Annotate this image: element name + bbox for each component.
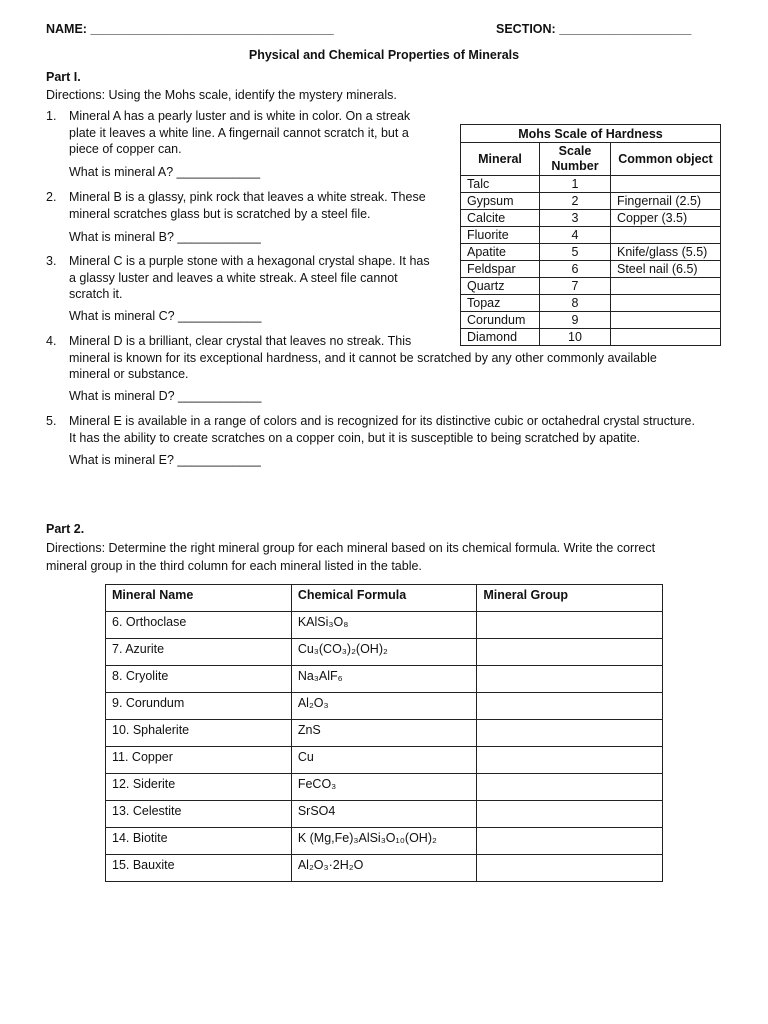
question-text (69, 108, 410, 158)
table-row (106, 666, 663, 693)
directions-line: Directions: Determine the right mineral group for each mineral based on its chemical formula. Write the correct (46, 541, 656, 555)
question-text (69, 189, 426, 222)
question-line: scratch it. (69, 287, 123, 301)
table-row (461, 176, 721, 193)
chemical-formula: Cu₃(CO₃)₂(OH)₂ (291, 639, 476, 666)
mohs-mineral: Quartz (461, 278, 540, 295)
mohs-number: 2 (540, 193, 611, 210)
mohs-object: Knife/glass (5.5) (611, 244, 721, 261)
question-number: 3. (46, 254, 57, 268)
mohs-object (611, 312, 721, 329)
mohs-header-mineral: Mineral (461, 143, 540, 176)
chemical-formula: ZnS (291, 720, 476, 747)
chemical-formula: Al₂O₃ (291, 693, 476, 720)
table-row (106, 720, 663, 747)
mineral-group-answer[interactable] (477, 720, 663, 747)
mohs-number: 5 (540, 244, 611, 261)
chemical-formula: FeCO₃ (291, 774, 476, 801)
chemical-formula: SrSO4 (291, 801, 476, 828)
mohs-header-object: Common object (611, 143, 721, 176)
table-row (461, 329, 721, 346)
mineral-name: 12. Siderite (106, 774, 292, 801)
mohs-object (611, 295, 721, 312)
mohs-table (460, 124, 721, 346)
answer-d[interactable]: What is mineral D? ____________ (69, 389, 262, 403)
question-number: 2. (46, 190, 57, 204)
mohs-number: 10 (540, 329, 611, 346)
question-line: It has the ability to create scratches on a copper coin, but it is susceptible to being scratched by apatite. (69, 430, 641, 445)
header-mineral-group: Mineral Group (477, 585, 663, 612)
mineral-group-answer[interactable] (477, 774, 663, 801)
section-field[interactable]: SECTION: ___________________ (496, 22, 692, 36)
mohs-mineral: Fluorite (461, 227, 540, 244)
mohs-mineral: Gypsum (461, 193, 540, 210)
mohs-mineral: Talc (461, 176, 540, 193)
part1-heading: Part I. (46, 70, 81, 84)
table-row (461, 193, 721, 210)
chemical-formula: KAlSi₃O₈ (291, 612, 476, 639)
table-row (461, 278, 721, 295)
mohs-number: 4 (540, 227, 611, 244)
mohs-mineral: Topaz (461, 295, 540, 312)
answer-c[interactable]: What is mineral C? ____________ (69, 309, 262, 323)
mohs-number: 6 (540, 261, 611, 278)
question-line: piece of copper can. (69, 142, 182, 156)
mohs-object (611, 176, 721, 193)
question-line: Mineral C is a purple stone with a hexagonal crystal shape. It has (69, 254, 430, 268)
mohs-header-scale: Scale Number (540, 143, 611, 176)
mineral-group-answer[interactable] (477, 639, 663, 666)
mineral-name: 11. Copper (106, 747, 292, 774)
chemical-formula: Na₃AlF₆ (291, 666, 476, 693)
mohs-object: Copper (3.5) (611, 210, 721, 227)
mineral-name: 9. Corundum (106, 693, 292, 720)
mohs-mineral: Corundum (461, 312, 540, 329)
mineral-group-answer[interactable] (477, 612, 663, 639)
table-row (106, 639, 663, 666)
mohs-mineral: Calcite (461, 210, 540, 227)
question-line: a glassy luster and leaves a white streak. A steel file cannot (69, 270, 398, 285)
mohs-number: 7 (540, 278, 611, 295)
mineral-name: 6. Orthoclase (106, 612, 292, 639)
question-line: mineral is known for its exceptional hardness, and it cannot be scratched by any other commonly available (69, 350, 657, 365)
chemical-formula: Al₂O₃·2H₂O (291, 855, 476, 882)
header-mineral-name: Mineral Name (106, 585, 292, 612)
mohs-number: 1 (540, 176, 611, 193)
table-row (106, 693, 663, 720)
page-title: Physical and Chemical Properties of Minerals (248, 48, 520, 62)
mohs-object: Steel nail (6.5) (611, 261, 721, 278)
mohs-number: 8 (540, 295, 611, 312)
question-text (69, 253, 430, 303)
question-text (69, 413, 695, 446)
table-row (106, 855, 663, 882)
mohs-mineral: Apatite (461, 244, 540, 261)
mohs-caption: Mohs Scale of Hardness (461, 125, 721, 143)
question-line: mineral or substance. (69, 367, 189, 381)
mohs-number: 3 (540, 210, 611, 227)
mineral-group-answer[interactable] (477, 693, 663, 720)
part2-directions (46, 540, 746, 574)
mineral-group-table (105, 584, 663, 882)
mohs-number: 9 (540, 312, 611, 329)
mineral-group-answer[interactable] (477, 747, 663, 774)
table-row (106, 774, 663, 801)
question-line: Mineral D is a brilliant, clear crystal that leaves no streak. This (69, 334, 412, 348)
table-row (106, 828, 663, 855)
mineral-group-answer[interactable] (477, 855, 663, 882)
chemical-formula: Cu (291, 747, 476, 774)
question-line: Mineral E is available in a range of colors and is recognized for its distinctive cubic or octahedral crystal structure. (69, 414, 695, 428)
mineral-name: 15. Bauxite (106, 855, 292, 882)
table-row (461, 295, 721, 312)
mohs-object: Fingernail (2.5) (611, 193, 721, 210)
question-line: plate it leaves a white line. A fingernail cannot scratch it, but a (69, 125, 409, 140)
mineral-name: 10. Sphalerite (106, 720, 292, 747)
question-number: 4. (46, 334, 57, 348)
mineral-name: 7. Azurite (106, 639, 292, 666)
question-line: mineral scratches glass but is scratched by a steel file. (69, 206, 371, 221)
table-row (106, 801, 663, 828)
question-line: Mineral A has a pearly luster and is white in color. On a streak (69, 109, 411, 123)
mineral-name: 13. Celestite (106, 801, 292, 828)
header-chemical-formula: Chemical Formula (291, 585, 476, 612)
mineral-group-answer[interactable] (477, 801, 663, 828)
mohs-mineral: Diamond (461, 329, 540, 346)
answer-b[interactable]: What is mineral B? ____________ (69, 230, 261, 244)
table-row (461, 227, 721, 244)
table-row (461, 210, 721, 227)
part1-directions: Directions: Using the Mohs scale, identify the mystery minerals. (46, 88, 397, 102)
mineral-name: 8. Cryolite (106, 666, 292, 693)
question-number: 1. (46, 109, 57, 123)
table-row (461, 261, 721, 278)
answer-a[interactable]: What is mineral A? ____________ (69, 165, 261, 179)
directions-line: mineral group in the third column for each mineral listed in the table. (46, 558, 422, 573)
name-field[interactable]: NAME: ___________________________________ (46, 22, 334, 36)
mineral-name: 14. Biotite (106, 828, 292, 855)
part2-heading: Part 2. (46, 522, 85, 536)
mohs-object (611, 278, 721, 295)
table-row (106, 612, 663, 639)
table-row (461, 244, 721, 261)
mohs-mineral: Feldspar (461, 261, 540, 278)
mohs-object (611, 227, 721, 244)
mohs-object (611, 329, 721, 346)
answer-e[interactable]: What is mineral E? ____________ (69, 453, 261, 467)
chemical-formula: K (Mg,Fe)₃AlSi₃O₁₀(OH)₂ (291, 828, 476, 855)
mineral-group-answer[interactable] (477, 666, 663, 693)
mineral-group-answer[interactable] (477, 828, 663, 855)
question-number: 5. (46, 414, 57, 428)
table-row (461, 312, 721, 329)
table-row (106, 747, 663, 774)
question-line: Mineral B is a glassy, pink rock that leaves a white streak. These (69, 190, 426, 204)
